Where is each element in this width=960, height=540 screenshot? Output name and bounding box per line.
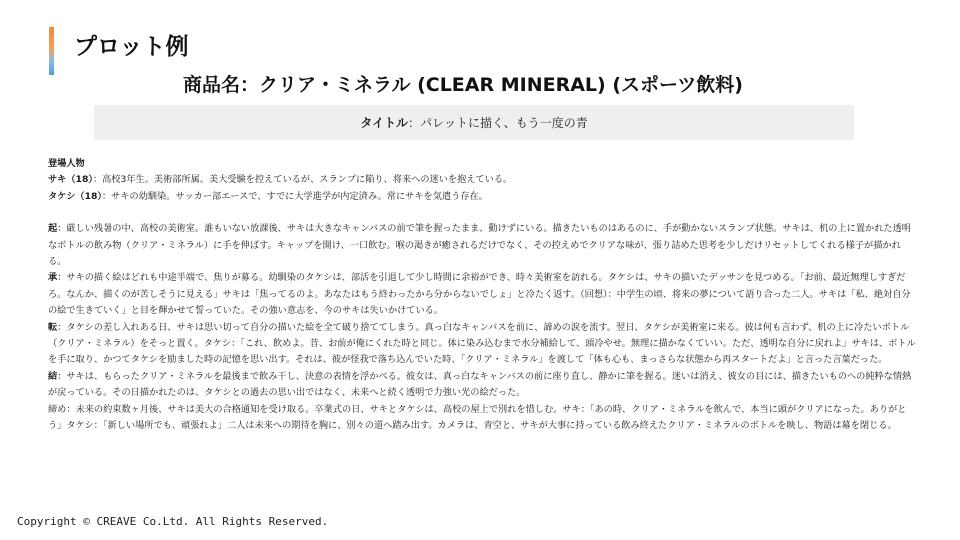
plot-label: 承 [48,272,58,284]
plot-sep: ： [57,223,67,235]
plot-sep: ： [66,403,76,415]
page-title: プロット例 [74,34,189,60]
characters-heading: 登場人物 [48,158,85,169]
plot-label: 締め [48,403,67,415]
section-gap [48,205,916,221]
plot-sep: ： [57,321,67,333]
plot-text: 未来の約束数ヶ月後、サキは美大の合格通知を受け取る。卒業式の日、サキとタケシは、高校の屋上で別れを惜しむ。サキ：「あの時、クリア・ミネラルを飲んで、本当に頭がクリアになった。ありがとう」タケシ：「新しい場所でも、頑張れよ」二人は未来への期待を胸に、別々の道へ踏み出す。カメラは、青空と、サキが大事に持っている飲み終えたクリア・ミネラルのボトルを映し、物語は幕を閉じる。 [48,403,907,432]
copyright-footer: Copyright © CREAVE Co.Ltd. All Rights Reserved. [17,515,329,528]
plot-text: 厳しい残暑の中、高校の美術室。誰もいない放課後、サキは大きなキャンバスの前で筆を握ったまま、動けずにいる。描きたいものはあるのに、手が動かないスランプ状態。サキは、机の上に置かれた透明なボトルの飲み物（クリア・ミネラル）に手を伸ばす。キャップを開け、一口飲む。喉の渇きが癒されるだけでなく、その控えめでクリアな味が、張り詰めた思考を少しだけリセットしてくれる様子が描かれる。 [48,223,911,268]
plot-text: サキは、もらったクリア・ミネラルを最後まで飲み干し、決意の表情を浮かべる。彼女は、真っ白なキャンバスの前に座り直し、静かに筆を握る。迷いは消え、彼女の目には、描きたいものへの純粋な情熱が戻っている。その日描かれたのは、タケシとの過去の思い出ではなく、未来へと続く透明で力強い光の絵だった。 [48,370,912,399]
title-accent-bar [49,27,54,75]
plot-label: 結 [48,370,58,382]
plot-section-shime [48,402,916,435]
plot-sep: ： [57,272,67,284]
title-separator: ： [408,116,421,130]
plot-label: 起 [48,223,58,235]
title-value: パレットに描く、もう一度の青 [420,116,588,130]
title-label: タイトル [360,116,409,130]
character-item [48,172,916,188]
title-box [94,105,854,140]
plot-text: サキの描く絵はどれも中途半端で、焦りが募る。幼馴染のタケシは、部活を引退して少し時間に余裕ができ、時々美術室を訪れる。タケシは、サキの描いたデッサンを見つめる。「お前、最近無理しすぎだろ。なんか、描くのが苦しそうに見える」サキは「焦ってるのよ。あなたはもう終わったから分からないでしょ」と冷たく返す。（回想）：中学生の頃、将来の夢について語り合った二人。サキは「私、絶対自分の絵で生きていく」と目を輝かせて誓っていた。その強い意志を、今のサキは失いかけている。 [48,272,911,317]
character-sep: ： [92,174,103,186]
character-desc: 高校3年生。美術部所属。美大受験を控えているが、スランプに陥り、将来への迷いを抱えている。 [102,174,513,186]
character-name: タケシ（18） [48,190,102,202]
character-item [48,189,916,205]
character-sep: ： [101,190,112,202]
plot-section-ketsu [48,369,916,402]
plot-sep: ： [57,370,67,382]
plot-label: 転 [48,321,58,333]
plot-content [48,156,916,435]
character-desc: サキの幼馴染。サッカー部エースで、すでに大学進学が内定済み。常にサキを気遣う存在。 [111,190,488,202]
plot-section-sho [48,270,916,319]
product-name: 商品名：クリア・ミネラル (CLEAR MINERAL) (スポーツ飲料) [183,74,743,96]
plot-section-ki [48,221,916,270]
plot-section-ten [48,320,916,369]
character-name: サキ（18） [48,174,93,186]
plot-text: タケシの差し入れある日、サキは思い切って自分の描いた絵を全て破り捨ててしまう。真っ白なキャンバスを前に、諦めの涙を流す。翌日、タケシが美術室に来る。彼は何も言わず、机の上に冷たいボトル（クリア・ミネラル）をそっと置く。タケシ：「これ、飲めよ。昔、お前が俺にくれた時と同じ。体に染み込むまで水分補給して、頭冷やせ。無理に描かなくていい。ただ、透明な自分に戻れよ」サキは、ボトルを手に取り、かつてタケシを励ました時の記憶を思い出す。それは、彼が怪我で落ち込んでいた時、「クリア・ミネラル」を渡して「体も心も、まっさらな状態から再スタートだよ」と言った言葉だった。 [48,321,916,366]
